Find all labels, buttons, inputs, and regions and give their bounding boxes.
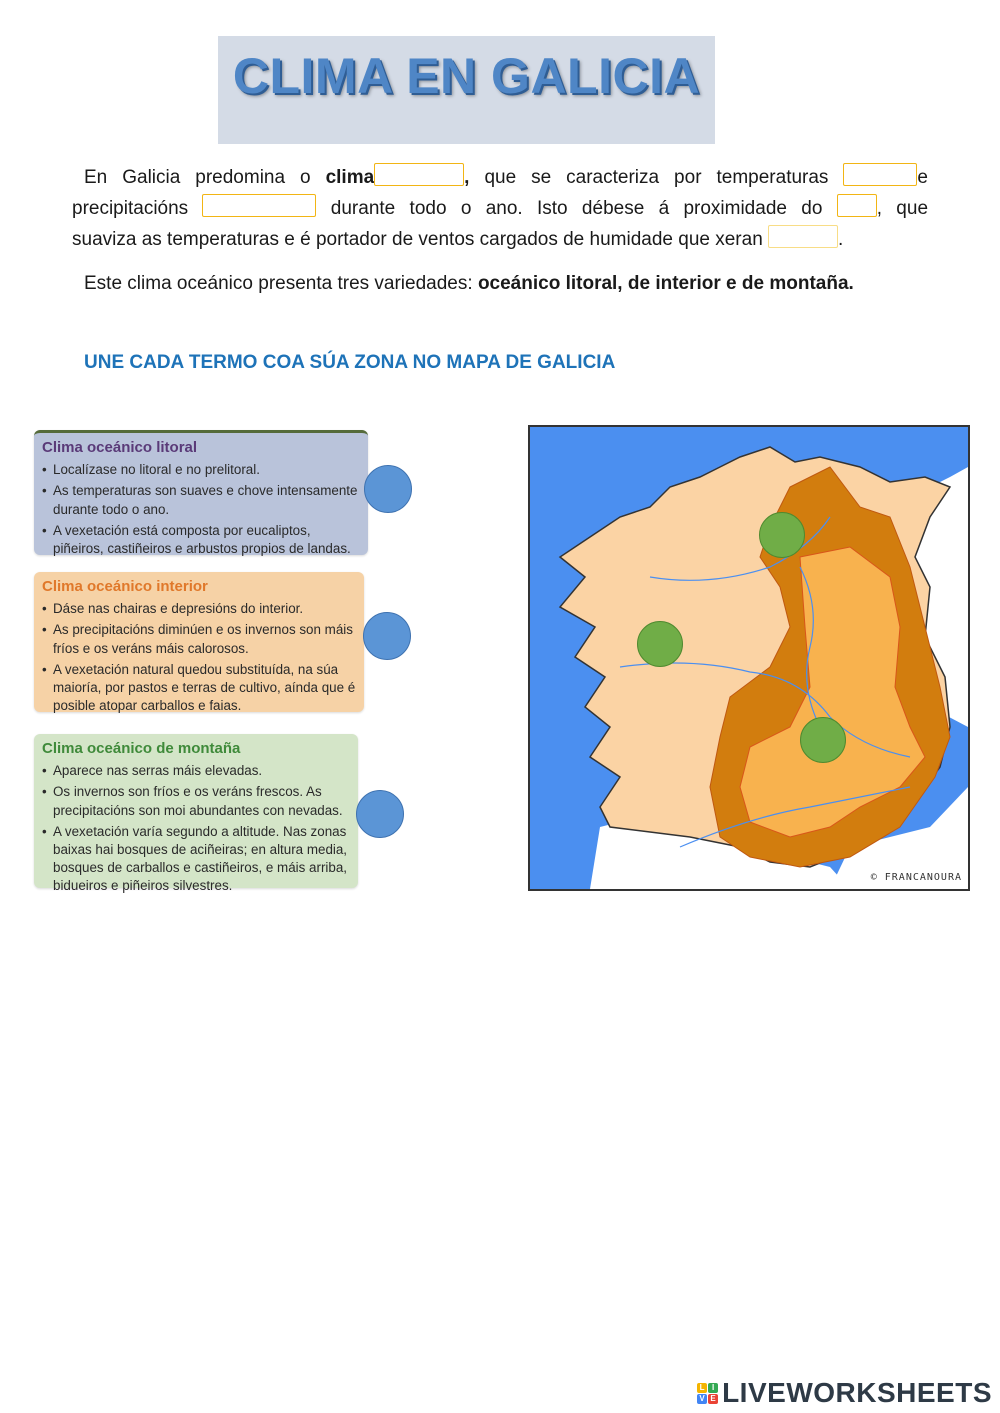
intro-text: . <box>838 229 844 250</box>
card-title: Clima oceánico interior <box>42 578 208 595</box>
intro-text: En Galicia predomina o <box>84 167 311 188</box>
target-dot-west[interactable] <box>637 621 683 667</box>
card-bullet: • Aparece nas serras máis elevadas. <box>42 762 350 780</box>
card-bullet: • As temperaturas son suaves e chove intensamente durante todo o ano. <box>42 482 360 518</box>
logo-letter: L <box>697 1383 707 1393</box>
card-bullet: • Os invernos son fríos e os veráns frescos. As precipitacións son moi abundantes con nevadas. <box>42 783 350 819</box>
intro-text: durante todo o ano. Isto débese á proximidade do <box>330 198 823 219</box>
card-interior <box>34 572 364 712</box>
liveworksheets-logo-icon <box>697 1383 718 1404</box>
blank-climate-type[interactable] <box>374 163 464 186</box>
card-litoral <box>34 430 368 555</box>
varieties-sentence <box>84 270 854 298</box>
match-dot-montana[interactable] <box>356 790 404 838</box>
intro-text: que se caracteriza por temperaturas <box>484 167 829 188</box>
intro-line-3 <box>72 224 928 255</box>
brand-name: LIVEWORKSHEETS <box>722 1377 992 1408</box>
title-banner <box>218 36 715 144</box>
intro-bold: clima <box>325 167 375 188</box>
blank-ocean[interactable] <box>837 194 877 217</box>
intro-line-2 <box>72 193 928 224</box>
varieties-text: Este clima oceánico presenta tres variedades: <box>84 273 473 294</box>
intro-text: e <box>917 167 928 188</box>
blank-temperatures[interactable] <box>843 163 917 186</box>
match-dot-interior[interactable] <box>363 612 411 660</box>
blank-precipitation[interactable] <box>202 194 316 217</box>
intro-comma: , <box>464 167 470 188</box>
target-dot-north[interactable] <box>759 512 805 558</box>
card-title: Clima oceánico de montaña <box>42 740 241 757</box>
logo-letter: I <box>708 1383 718 1393</box>
instruction-heading: UNE CADA TERMO COA SÚA ZONA NO MAPA DE GALICIA <box>84 352 616 373</box>
card-montana <box>34 734 358 894</box>
logo-letter: V <box>697 1394 707 1404</box>
map-graphic <box>530 427 968 889</box>
card-bullet: • A vexetación está composta por eucaliptos, piñeiros, castiñeiros e arbustos propios de landas. <box>42 522 360 558</box>
card-bullet: • As precipitacións diminúen e os invernos son máis fríos e os veráns máis calorosos. <box>42 621 356 657</box>
card-bullet: • Dáse nas chairas e depresións do interior. <box>42 600 356 618</box>
match-dot-litoral[interactable] <box>364 465 412 513</box>
varieties-list: oceánico litoral, de interior e de montaña. <box>477 273 854 294</box>
target-dot-south[interactable] <box>800 717 846 763</box>
brand-footer <box>697 1377 992 1409</box>
card-title: Clima oceánico litoral <box>42 439 198 456</box>
page-title: CLIMA EN GALICIA <box>232 48 701 104</box>
intro-text: precipitacións <box>72 198 189 219</box>
card-bullet: • Localízase no litoral e no prelitoral. <box>42 461 360 479</box>
logo-letter: E <box>708 1394 718 1404</box>
galicia-map <box>528 425 970 891</box>
card-bullet: • A vexetación natural quedou substituída, na súa maioría, por pastos e terras de cultivo, aínda que é posible atopar carballos e faias. <box>42 661 356 716</box>
map-credit: © FRANCANOURA <box>870 872 962 883</box>
blank-rain[interactable] <box>768 225 838 248</box>
card-bullet: • A vexetación varía segundo a altitude. Nas zonas baixas hai bosques de aciñeiras; en altura media, bosques de carballos e castiñeiros, e máis arriba, bidueiros e piñeiros silvestres. <box>42 823 350 896</box>
intro-line-1 <box>72 162 928 193</box>
intro-text: , que <box>876 198 929 219</box>
intro-text: suaviza as temperaturas e é portador de ventos cargados de humidade que xeran <box>72 229 763 250</box>
